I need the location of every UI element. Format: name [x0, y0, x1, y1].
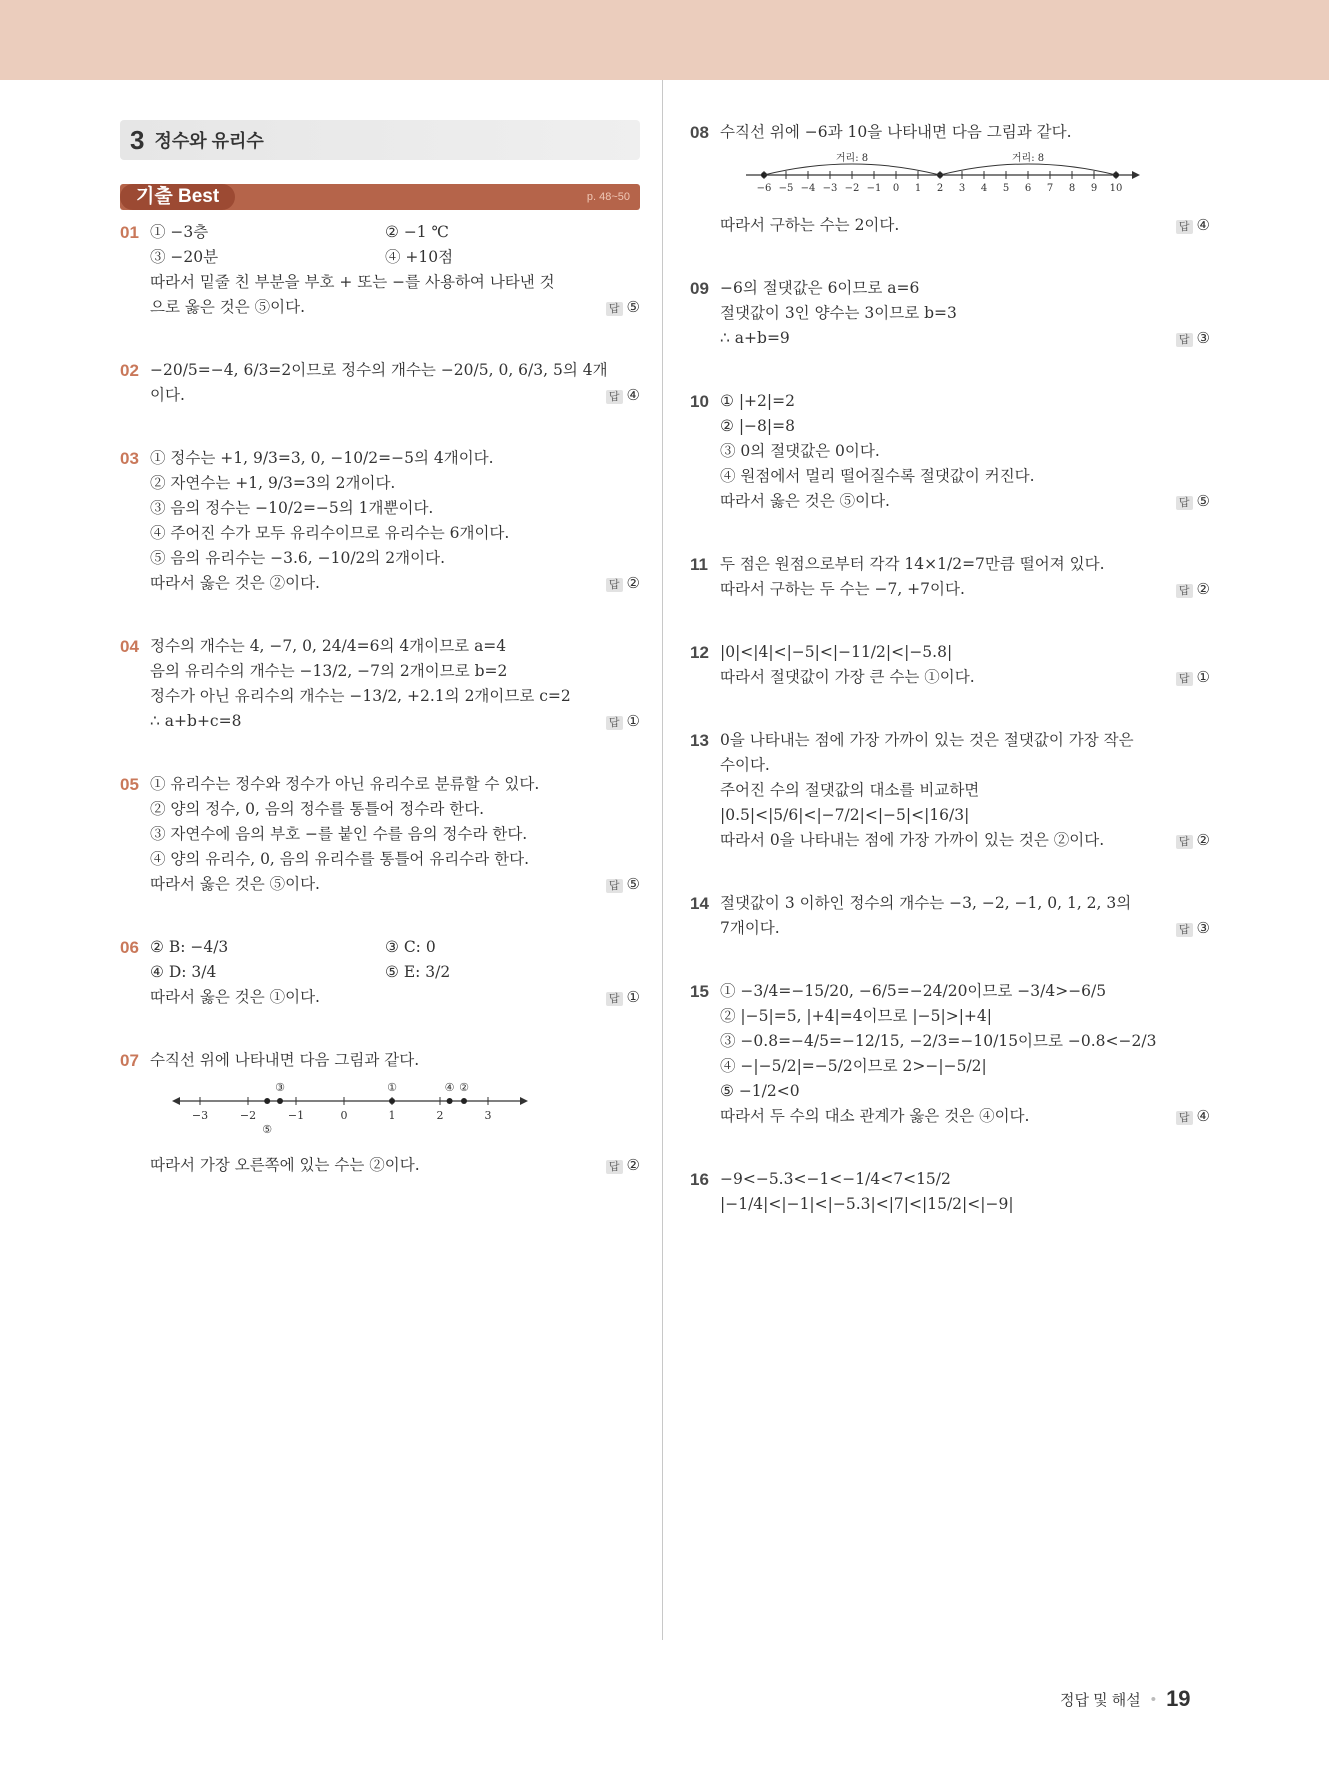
- solution-line: ⑤ 음의 유리수는 −3.6, −10/2의 2개이다.: [150, 549, 446, 567]
- choice-row: [150, 245, 640, 270]
- answer-value: ②: [626, 1156, 640, 1174]
- tick-label: 8: [1068, 183, 1076, 194]
- problem-16: [690, 1167, 1210, 1217]
- solution-line: ③ 0의 절댓값은 0이다.: [720, 442, 880, 460]
- choice-row: [150, 935, 640, 960]
- choice-item: ③ −20분: [150, 248, 219, 266]
- problem-04: [120, 634, 640, 736]
- tick-label: 3: [958, 183, 966, 194]
- solution-line: ③ 음의 정수는 −10/2=−5의 1개뿐이다.: [150, 499, 434, 517]
- solution-line: 따라서 구하는 수는 2이다.: [720, 216, 900, 234]
- problem-body: [720, 552, 1210, 604]
- answer-badge: 답: [606, 879, 623, 893]
- problem-number: 09: [690, 279, 709, 298]
- answer-value: ④: [1196, 216, 1210, 234]
- problem-body: [150, 772, 640, 899]
- problem-body: [150, 634, 640, 736]
- answer-value: ②: [1196, 580, 1210, 598]
- solution-line: |0.5|<|5/6|<|−7/2|<|−5|<|16/3|: [720, 806, 970, 824]
- tick-label: −2: [844, 183, 860, 194]
- tick-label: −4: [800, 183, 816, 194]
- point-marker: [461, 1098, 467, 1104]
- choice-item: ③ C: 0: [385, 938, 436, 956]
- choice-item: ② B: −4/3: [150, 938, 229, 956]
- left-problem-list: [120, 220, 640, 1180]
- solution-line: ① −3/4=−15/20, −6/5=−24/20이므로 −3/4>−6/5: [720, 982, 1107, 1000]
- tick-label: −3: [191, 1109, 209, 1122]
- section-number: 3: [130, 124, 145, 155]
- solution-line: 따라서 가장 오른쪽에 있는 수는 ②이다.: [150, 1156, 420, 1174]
- tick-label: −1: [287, 1109, 305, 1122]
- answer-value: ②: [626, 574, 640, 592]
- number-line: [170, 1079, 530, 1139]
- right-column: [690, 120, 1210, 1253]
- problem-number: 01: [120, 223, 139, 242]
- solution-line: 절댓값이 3인 양수는 3이므로 b=3: [720, 304, 957, 322]
- problem-13: [690, 728, 1210, 855]
- problem-body: [720, 728, 1210, 855]
- problem-body: [150, 935, 640, 1012]
- answer-line: [720, 326, 1210, 353]
- tick-label: 3: [484, 1109, 492, 1122]
- tick-label: 6: [1024, 183, 1032, 194]
- problem-08: [690, 120, 1210, 240]
- tick-label: 5: [1002, 183, 1010, 194]
- choice-item: ④ D: 3/4: [150, 963, 217, 981]
- solution-line: −9<−5.3<−1<−1/4<7<15/2: [720, 1170, 951, 1188]
- tick-label: −1: [866, 183, 882, 194]
- solution-line: ② 양의 정수, 0, 음의 정수를 통틀어 정수라 한다.: [150, 800, 485, 818]
- problem-number: 08: [690, 123, 709, 142]
- answer-badge: 답: [1176, 333, 1193, 347]
- solution-line: ∴ a+b=9: [720, 329, 790, 347]
- problem-11: [690, 552, 1210, 604]
- problem-09: [690, 276, 1210, 353]
- solution-line: 따라서 옳은 것은 ②이다.: [150, 574, 320, 592]
- solution-line: 수직선 위에 나타내면 다음 그림과 같다.: [150, 1051, 420, 1069]
- problem-number: 16: [690, 1170, 709, 1189]
- problem-number: 10: [690, 392, 709, 411]
- solution-line: ② |−5|=5, |+4|=4이므로 |−5|>|+4|: [720, 1007, 992, 1025]
- problem-body: [720, 640, 1210, 692]
- answer-line: [150, 383, 640, 410]
- answer-badge: 답: [606, 1160, 623, 1174]
- tick-label: −3: [822, 183, 838, 194]
- problem-number: 14: [690, 894, 709, 913]
- solution-line: |0|<|4|<|−5|<|−11/2|<|−5.8|: [720, 643, 953, 661]
- tick-label: −5: [778, 183, 794, 194]
- tick-label: 2: [936, 183, 944, 194]
- problem-15: [690, 979, 1210, 1131]
- problem-12: [690, 640, 1210, 692]
- answer-value: ④: [626, 386, 640, 404]
- choice-item: ⑤ E: 3/2: [385, 963, 451, 981]
- problem-body: [720, 276, 1210, 353]
- answer-badge: 답: [1176, 923, 1193, 937]
- tick-label: 0: [340, 1109, 348, 1122]
- answer-badge: 답: [606, 302, 623, 316]
- answer-value: ⑤: [1196, 492, 1210, 510]
- solution-line: 따라서 0을 나타내는 점에 가장 가까이 있는 것은 ②이다.: [720, 831, 1105, 849]
- answer-value: ①: [1196, 668, 1210, 686]
- problem-05: [120, 772, 640, 899]
- solution-line: 수직선 위에 −6과 10을 나타내면 다음 그림과 같다.: [720, 123, 1072, 141]
- solution-line: ③ 자연수에 음의 부호 −를 붙인 수를 음의 정수라 한다.: [150, 825, 528, 843]
- problem-number: 02: [120, 361, 139, 380]
- number-line-figure: [170, 1079, 640, 1147]
- best-pages: p. 48~50: [586, 191, 630, 203]
- point-marker: [264, 1098, 270, 1104]
- solution-line: 따라서 두 수의 대소 관계가 옳은 것은 ④이다.: [720, 1107, 1030, 1125]
- footer-separator: •: [1150, 1690, 1157, 1708]
- tick-label: 10: [1109, 183, 1123, 194]
- top-band: [0, 0, 1329, 80]
- solution-line: 으로 옳은 것은 ⑤이다.: [150, 298, 305, 316]
- problem-14: [690, 891, 1210, 943]
- point-label: ④: [444, 1081, 455, 1094]
- point-label: ③: [275, 1081, 285, 1094]
- tick-label: 4: [980, 183, 988, 194]
- answer-value: ⑤: [626, 875, 640, 893]
- solution-line: 수이다.: [720, 756, 770, 774]
- solution-line: 두 점은 원점으로부터 각각 14×1/2=7만큼 떨어져 있다.: [720, 555, 1105, 573]
- answer-value: ①: [626, 988, 640, 1006]
- answer-badge: 답: [606, 578, 623, 592]
- answer-badge: 답: [1176, 1111, 1193, 1125]
- right-problem-list: [690, 120, 1210, 1217]
- tick-label: 0: [892, 183, 900, 194]
- tick-label: 1: [388, 1109, 396, 1122]
- choice-item: ① −3층: [150, 223, 209, 241]
- answer-value: ③: [1196, 329, 1210, 347]
- answer-badge: 답: [606, 390, 623, 404]
- problem-body: [150, 1048, 640, 1180]
- choice-row: [150, 220, 640, 245]
- answer-badge: 답: [1176, 835, 1193, 849]
- choice-item: ④ +10점: [385, 248, 454, 266]
- solution-line: ① |+2|=2: [720, 392, 795, 410]
- distance-label-left: 거리: 8: [835, 153, 869, 164]
- solution-line: 따라서 옳은 것은 ⑤이다.: [720, 492, 890, 510]
- answer-badge: 답: [606, 992, 623, 1006]
- footer-label: 정답 및 해설: [1060, 1691, 1141, 1709]
- solution-line: 따라서 절댓값이 가장 큰 수는 ①이다.: [720, 668, 975, 686]
- point-marker: [447, 1098, 453, 1104]
- solution-line: −6의 절댓값은 6이므로 a=6: [720, 279, 920, 297]
- solution-line: 7개이다.: [720, 919, 780, 937]
- page-footer: [1060, 1686, 1191, 1712]
- problem-number: 03: [120, 449, 139, 468]
- tick-label: 7: [1046, 183, 1054, 194]
- solution-line: ④ 양의 유리수, 0, 음의 유리수를 통틀어 유리수라 한다.: [150, 850, 530, 868]
- solution-line: ① 유리수는 정수와 정수가 아닌 유리수로 분류할 수 있다.: [150, 775, 540, 793]
- solution-line: ④ 원점에서 멀리 떨어질수록 절댓값이 커진다.: [720, 467, 1035, 485]
- tick-label: −2: [239, 1109, 257, 1122]
- problem-body: [150, 220, 640, 322]
- solution-line: −20/5=−4, 6/3=2이므로 정수의 개수는 −20/5, 0, 6/3, 5의 4개: [150, 361, 608, 379]
- tick-label: 1: [914, 183, 922, 194]
- problem-06: [120, 935, 640, 1012]
- problem-02: [120, 358, 640, 410]
- arrow-right-icon: [1132, 171, 1140, 179]
- problem-number: 13: [690, 731, 709, 750]
- column-divider: [662, 80, 663, 1640]
- answer-badge: 답: [606, 716, 623, 730]
- answer-value: ②: [1196, 831, 1210, 849]
- problem-10: [690, 389, 1210, 516]
- problem-07: [120, 1048, 640, 1180]
- solution-line: 따라서 옳은 것은 ①이다.: [150, 988, 320, 1006]
- problem-body: [150, 358, 640, 410]
- problem-number: 06: [120, 938, 139, 957]
- tick-label: 9: [1090, 183, 1098, 194]
- point-label: ①: [387, 1081, 397, 1094]
- problem-body: [720, 979, 1210, 1131]
- tick-label: 2: [436, 1109, 444, 1122]
- problem-number: 15: [690, 982, 709, 1001]
- solution-line: 따라서 옳은 것은 ⑤이다.: [150, 875, 320, 893]
- best-banner: [120, 184, 640, 210]
- solution-line: 0을 나타내는 점에 가장 가까이 있는 것은 절댓값이 가장 작은: [720, 731, 1134, 749]
- solution-line: 주어진 수의 절댓값의 대소를 비교하면: [720, 781, 980, 799]
- choice-item: ② −1 ℃: [385, 223, 449, 241]
- problem-body: [150, 446, 640, 598]
- solution-line: 정수의 개수는 4, −7, 0, 24/4=6의 4개이므로 a=4: [150, 637, 507, 655]
- number-line-figure: [740, 151, 1210, 207]
- answer-value: ①: [626, 712, 640, 730]
- distance-label-right: 거리: 8: [1011, 153, 1045, 164]
- answer-badge: 답: [1176, 220, 1193, 234]
- solution-line: ② 자연수는 +1, 9/3=3의 2개이다.: [150, 474, 396, 492]
- solution-line: 절댓값이 3 이하인 정수의 개수는 −3, −2, −1, 0, 1, 2, 3의: [720, 894, 1132, 912]
- answer-line: [720, 916, 1210, 943]
- problem-03: [120, 446, 640, 598]
- solution-line: ③ −0.8=−4/5=−12/15, −2/3=−10/15이므로 −0.8<−2/3: [720, 1032, 1157, 1050]
- arrow-left-icon: [172, 1097, 180, 1105]
- section-title: 정수와 유리수: [154, 131, 264, 151]
- answer-badge: 답: [1176, 584, 1193, 598]
- solution-line: ② |−8|=8: [720, 417, 795, 435]
- point-label: ⑤: [262, 1123, 273, 1136]
- page-number: 19: [1166, 1686, 1191, 1711]
- answer-value: ③: [1196, 919, 1210, 937]
- solution-line: 따라서 구하는 두 수는 −7, +7이다.: [720, 580, 965, 598]
- best-label: 기출 Best: [120, 184, 235, 210]
- point-marker: [389, 1098, 395, 1104]
- problem-body: [720, 120, 1210, 240]
- solution-line: ④ 주어진 수가 모두 유리수이므로 유리수는 6개이다.: [150, 524, 510, 542]
- problem-number: 11: [690, 555, 708, 574]
- problem-body: [720, 389, 1210, 516]
- problem-number: 07: [120, 1051, 139, 1070]
- answer-badge: 답: [1176, 496, 1193, 510]
- arrow-right-icon: [520, 1097, 528, 1105]
- choice-row: [150, 960, 640, 985]
- point-label: ②: [459, 1081, 469, 1094]
- solution-line: ① 정수는 +1, 9/3=3, 0, −10/2=−5의 4개이다.: [150, 449, 494, 467]
- answer-badge: 답: [1176, 672, 1193, 686]
- problem-number: 04: [120, 637, 139, 656]
- point-marker: [277, 1098, 283, 1104]
- left-column: [120, 120, 640, 1216]
- problem-number: 05: [120, 775, 139, 794]
- problem-body: [720, 1167, 1210, 1217]
- solution-line: ④ −|−5/2|=−5/2이므로 2>−|−5/2|: [720, 1057, 987, 1075]
- answer-value: ⑤: [626, 298, 640, 316]
- problem-01: [120, 220, 640, 322]
- solution-line: |−1/4|<|−1|<|−5.3|<|7|<|15/2|<|−9|: [720, 1195, 1014, 1213]
- solution-line: 이다.: [150, 386, 185, 404]
- tick-label: −6: [756, 183, 772, 194]
- section-header: [120, 120, 640, 160]
- solution-line: 따라서 밑줄 친 부분을 부호 + 또는 −를 사용하여 나타낸 것: [150, 273, 555, 291]
- answer-value: ④: [1196, 1107, 1210, 1125]
- solution-line: ⑤ −1/2<0: [720, 1082, 800, 1100]
- problem-number: 12: [690, 643, 709, 662]
- solution-line: 정수가 아닌 유리수의 개수는 −13/2, +2.1의 2개이므로 c=2: [150, 687, 571, 705]
- solution-line: 음의 유리수의 개수는 −13/2, −7의 2개이므로 b=2: [150, 662, 508, 680]
- solution-line: ∴ a+b+c=8: [150, 712, 242, 730]
- number-line: [740, 151, 1140, 199]
- problem-body: [720, 891, 1210, 943]
